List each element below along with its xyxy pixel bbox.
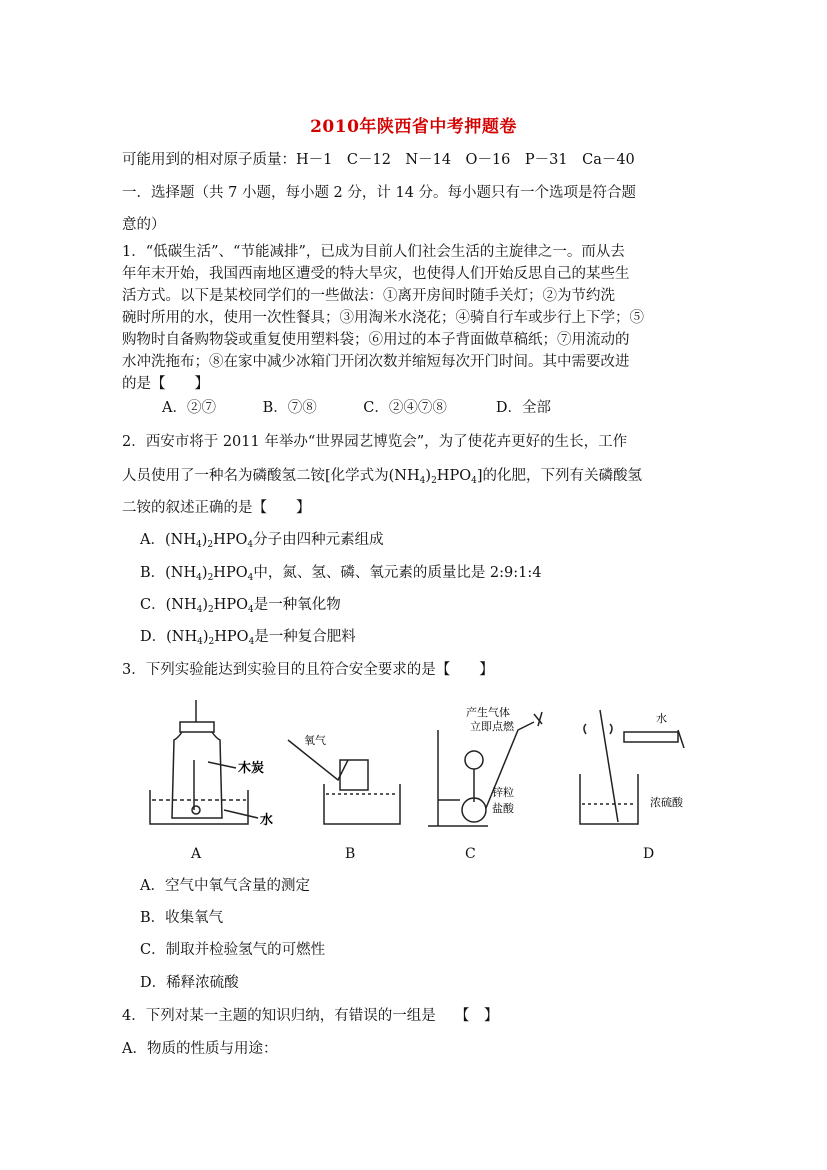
q2-line2-end: ]的化肥，下列有关磷酸氢 [476,468,642,484]
label-charcoal: 木炭 [238,760,265,775]
figure-label-b: B [345,846,356,862]
q1-line-2: 年年末开始，我国西南地区遭受的特大旱灾，也使得人们开始反思自己的某些生 [122,266,630,282]
q2-option-d-prefix: D．(NH [140,629,198,645]
q1-line-5: 购物时自备购物袋或重复使用塑料袋；⑥用过的本子背面做草稿纸；⑦用流动的 [122,332,630,348]
q2-line-2 [122,466,642,491]
q2-option-c-sub2: 2 [208,605,214,615]
apparatus-b [288,740,400,824]
figure-label-a: A [191,846,202,862]
atomic-masses: 可能用到的相对原子质量：H－1 C－12 N－14 O－16 P－31 Ca－40 [122,152,635,168]
q3-option-a[interactable]: A．空气中氧气含量的测定 [140,878,310,894]
q2-option-b-sub4b: 4 [247,573,254,583]
figure-label-d: D [643,846,655,862]
label-oxygen: 氧气 [304,735,326,747]
figure-label-c: C [465,846,476,862]
q2-option-a-sub2: 2 [207,540,214,550]
q2-option-b-sub2: 2 [207,573,214,583]
q3-option-d[interactable]: D．稀释浓硫酸 [140,975,239,991]
q2-option-d[interactable]: D．$(NH_4)_2HPO_4$是一种复合肥料 [140,629,356,647]
q2-option-c-prefix: C．(NH [140,597,197,613]
q2-option-c[interactable]: C．$(NH_4)_2HPO_4$是一种氧化物 [140,597,341,615]
label-gas-ignite-2: 立即点燃 [470,721,514,733]
q2-line2-mid: ) [425,468,432,484]
q2-option-a-sub4: 4 [195,540,202,550]
q1-options [162,398,551,418]
label-gas-ignite-1: 产生气体 [466,707,510,719]
q2-option-a-sub4b: 4 [247,540,254,550]
q1-line-7: 的是【 】 [122,376,209,392]
label-zinc: 锌粒 [492,787,514,799]
q2-option-b-sub4: 4 [196,573,202,583]
q3-option-b[interactable]: B．收集氧气 [140,910,224,926]
label-water: 水 [260,812,274,827]
q3-option-c[interactable]: C．制取并检验氢气的可燃性 [140,942,326,958]
q1-option-c[interactable]: C．②④⑦⑧ [363,400,447,416]
q2-line2-post: HPO [436,468,472,484]
q2-option-c-sub4b: 4 [248,605,254,615]
q1-line-6: 水冲洗拖布；⑧在家中减少冰箱门开闭次数并缩短每次开门时间。其中需要改进 [122,354,630,370]
q3-stem: 3．下列实验能达到实验目的且符合安全要求的是【 】 [122,662,494,678]
q2-line-3: 二铵的叙述正确的是【 】 [122,500,311,516]
q1-line-4: 碗时所用的水，使用一次性餐具；③用淘米水浇花；④骑自行车或步行上下学；⑤ [122,310,644,326]
q2-option-d-sub4: 4 [197,637,203,647]
label-sulfuric: 浓硫酸 [650,797,683,809]
q2-option-d-sub4b: 4 [248,637,255,647]
section-heading-line2: 意的） [122,217,166,233]
q2-line-1: 2．西安市将于 2011 年举办“世界园艺博览会”，为了使花卉更好的生长，工作 [122,434,628,450]
label-water-d: 水 [656,713,667,725]
q1-line-3: 活方式。以下是某校同学们的一些做法：①离开房间时随手关灯；②为节约洗 [122,288,615,304]
q2-option-a[interactable]: A．$(NH_4)_2HPO_4$分子由四种元素组成 [140,532,384,550]
q2-option-b-prefix: B．(NH [140,565,197,581]
q2-sub-4b: 4 [471,476,477,486]
q1-line-1: 1．“低碳生活”、“节能减排”，已成为目前人们社会生活的主旋律之一。而从去 [122,244,625,260]
q2-line2-pre: 人员使用了一种名为磷酸氢二铵[化学式为(NH [122,468,420,484]
q2-option-d-sub2: 2 [208,637,215,647]
q2-sub-4: 4 [419,476,426,486]
q2-option-a-prefix: A．(NH [140,532,196,548]
q1-option-d[interactable]: D．全部 [495,400,551,416]
q2-option-d-text: 是一种复合肥料 [254,629,356,645]
q4-option-a[interactable]: A．物质的性质与用途： [122,1041,278,1057]
section-heading-line1: 一．选择题（共 7 小题，每小题 2 分，计 14 分。每小题只有一个选项是符合题 [122,185,637,201]
label-hcl: 盐酸 [492,803,514,815]
q2-option-b-text: 中，氮、氢、磷、氧元素的质量比是 2:9:1:4 [253,565,542,581]
q1-option-b[interactable]: B．⑦⑧ [262,400,317,416]
q2-sub-2: 2 [431,476,437,486]
page-title: 2010年陕西省中考押题卷 [310,117,517,137]
q1-option-a[interactable]: A．②⑦ [162,400,216,416]
q2-option-c-text: 是一种氧化物 [253,597,341,613]
q2-option-b[interactable]: B．$(NH_4)_2HPO_4$中，氮、氢、磷、氧元素的质量比是 2:9:1:4 [140,565,542,583]
q2-option-c-sub4: 4 [196,605,203,615]
experiment-figure [138,700,704,830]
q2-option-a-text: 分子由四种元素组成 [253,532,384,548]
q4-stem: 4．下列对某一主题的知识归纳，有错误的一组是 【 】 [122,1008,499,1024]
